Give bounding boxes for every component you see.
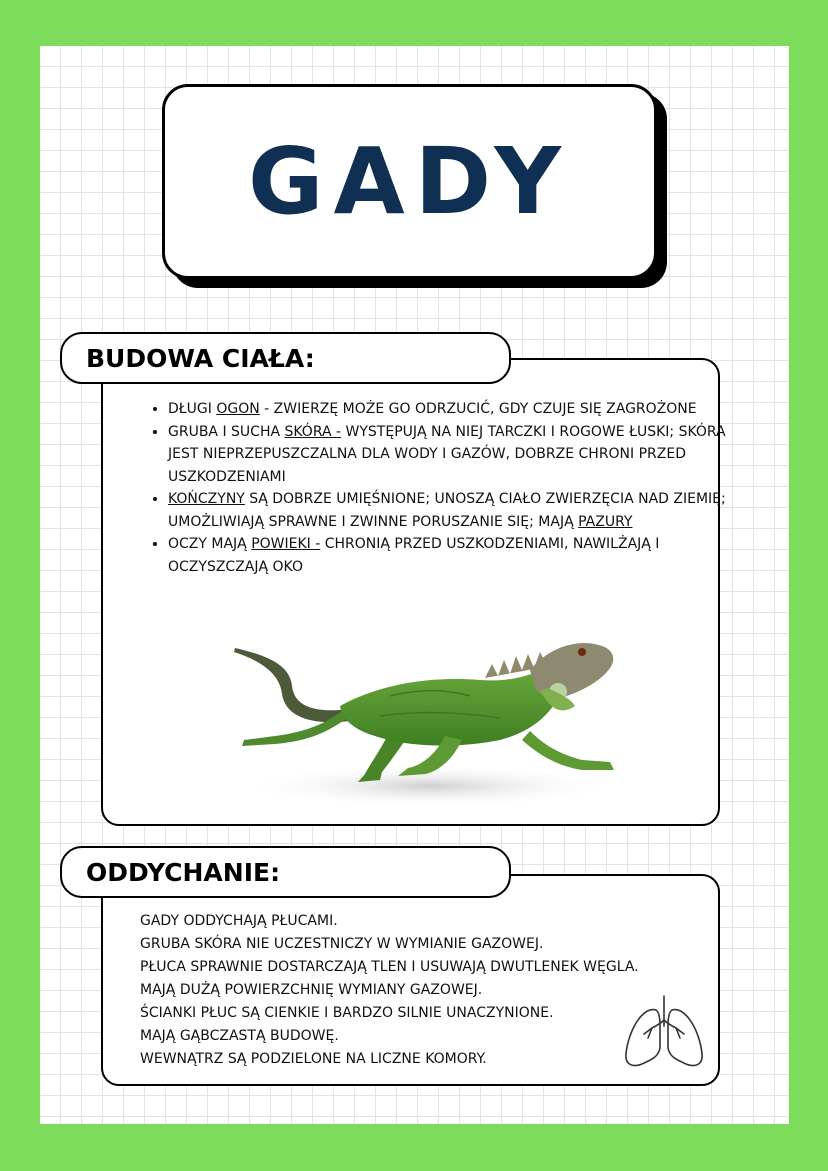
title-box [162, 84, 657, 279]
text-line: GRUBA SKÓRA NIE UCZESTNICZY W WYMIANIE GAZOWEJ. [140, 936, 544, 952]
text-line: PŁUCA SPRAWNIE DOSTARCZAJĄ TLEN I USUWAJĄ DWUTLENEK WĘGLA. [140, 959, 639, 975]
text-line: ŚCIANKI PŁUC SĄ CIENKIE I BARDZO SILNIE UNACZYNIONE. [140, 1005, 554, 1021]
lungs-icon [622, 992, 706, 1070]
oddychanie-header: ODDYCHANIE: [86, 857, 281, 887]
oddychanie-header-pill [60, 846, 511, 898]
iguana-image [230, 636, 625, 811]
text-line: WEWNĄTRZ SĄ PODZIELONE NA LICZNE KOMORY. [140, 1051, 487, 1067]
oddychanie-text [140, 910, 639, 1071]
text-line: MAJĄ DUŻĄ POWIERZCHNIĘ WYMIANY GAZOWEJ. [140, 982, 483, 998]
budowa-bullet-list [148, 398, 728, 578]
bullet-item: • DŁUGI OGON - ZWIERZĘ MOŻE GO ODRZUCIĆ, GDY CZUJE SIĘ ZAGROŻONE [168, 398, 728, 421]
bullet-item: • OCZY MAJĄ POWIEKI - CHRONIĄ PRZED USZKODZENIAMI, NAWILŻAJĄ I OCZYSZCZAJĄ OKO [168, 533, 728, 578]
bullet-item: • GRUBA I SUCHA SKÓRA - WYSTĘPUJĄ NA NIEJ TARCZKI I ROGOWE ŁUSKI; SKÓRA JEST NIEPRZEPUSZCZALNA DLA WODY I GAZÓW, DOBRZE CHRONI PRZED USZKODZENIAMI [168, 421, 728, 489]
budowa-header-pill [60, 332, 511, 384]
text-line: MAJĄ GĄBCZASTĄ BUDOWĘ. [140, 1028, 339, 1044]
text-line: GADY ODDYCHAJĄ PŁUCAMI. [140, 913, 338, 929]
budowa-header: BUDOWA CIAŁA: [86, 343, 315, 373]
page-title: GADY [247, 128, 571, 235]
bullet-item: • KOŃCZYNY SĄ DOBRZE UMIĘŚNIONE; UNOSZĄ CIAŁO ZWIERZĘCIA NAD ZIEMIĘ; UMOŻLIWIAJĄ SPRAWNE I ZWINNE PORUSZANIE SIĘ; MAJĄ PAZURY [168, 488, 728, 533]
